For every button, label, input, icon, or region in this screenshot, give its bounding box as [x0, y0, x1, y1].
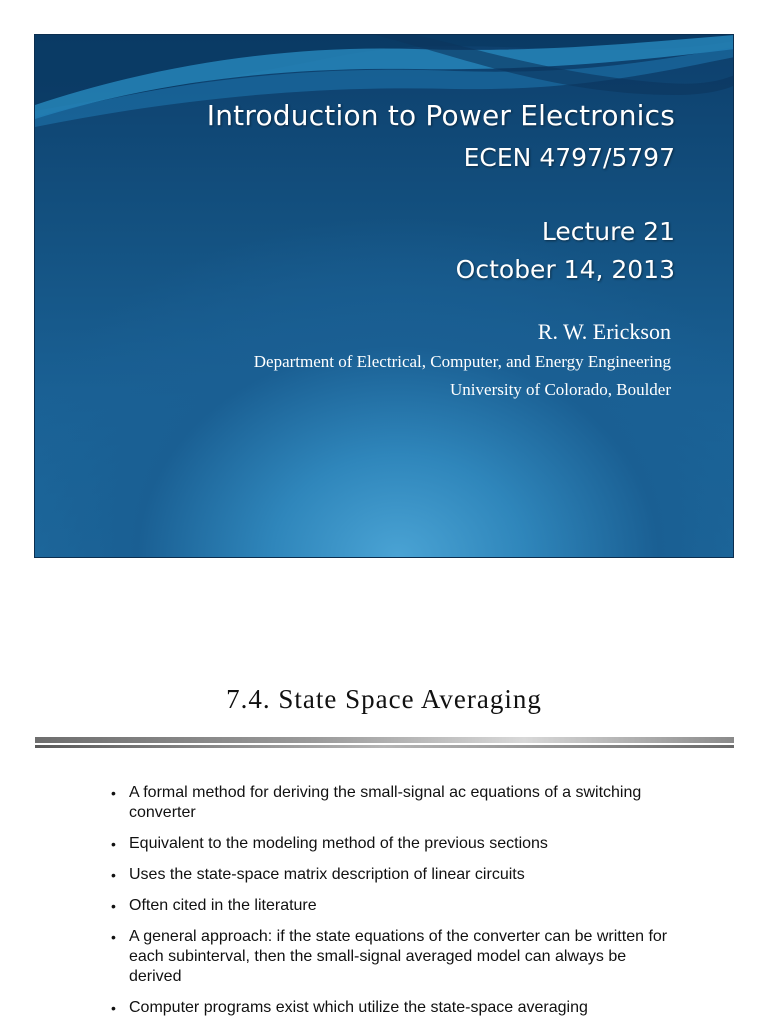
title-slide — [34, 34, 734, 558]
bullet-item: • A general approach: if the state equations of the converter can be written for each subinterval, then the small-signal averaged model can always be derived — [108, 927, 668, 987]
title-divider-thin — [35, 745, 734, 748]
bullet-item: • Uses the state-space matrix description of linear circuits — [108, 865, 668, 885]
presentation-title: Introduction to Power Electronics — [206, 99, 675, 132]
course-number: ECEN 4797/5797 — [463, 143, 675, 172]
bullet-item: • Computer programs exist which utilize the state-space averaging — [108, 998, 668, 1018]
department-name: Department of Electrical, Computer, and Energy Engineering — [253, 352, 671, 371]
lecture-number: Lecture 21 — [541, 217, 675, 246]
lecture-date: October 14, 2013 — [455, 255, 675, 284]
university-name: University of Colorado, Boulder — [450, 380, 671, 399]
section-title: 7.4. State Space Averaging — [226, 684, 542, 714]
bullet-item: • Equivalent to the modeling method of the previous sections — [108, 834, 668, 854]
title-divider — [35, 737, 734, 743]
bullet-item: • Often cited in the literature — [108, 896, 668, 916]
author-name: R. W. Erickson — [537, 319, 671, 344]
bullet-item: • A formal method for deriving the small-signal ac equations of a switching converter — [108, 783, 668, 823]
bullet-list — [108, 783, 668, 1029]
